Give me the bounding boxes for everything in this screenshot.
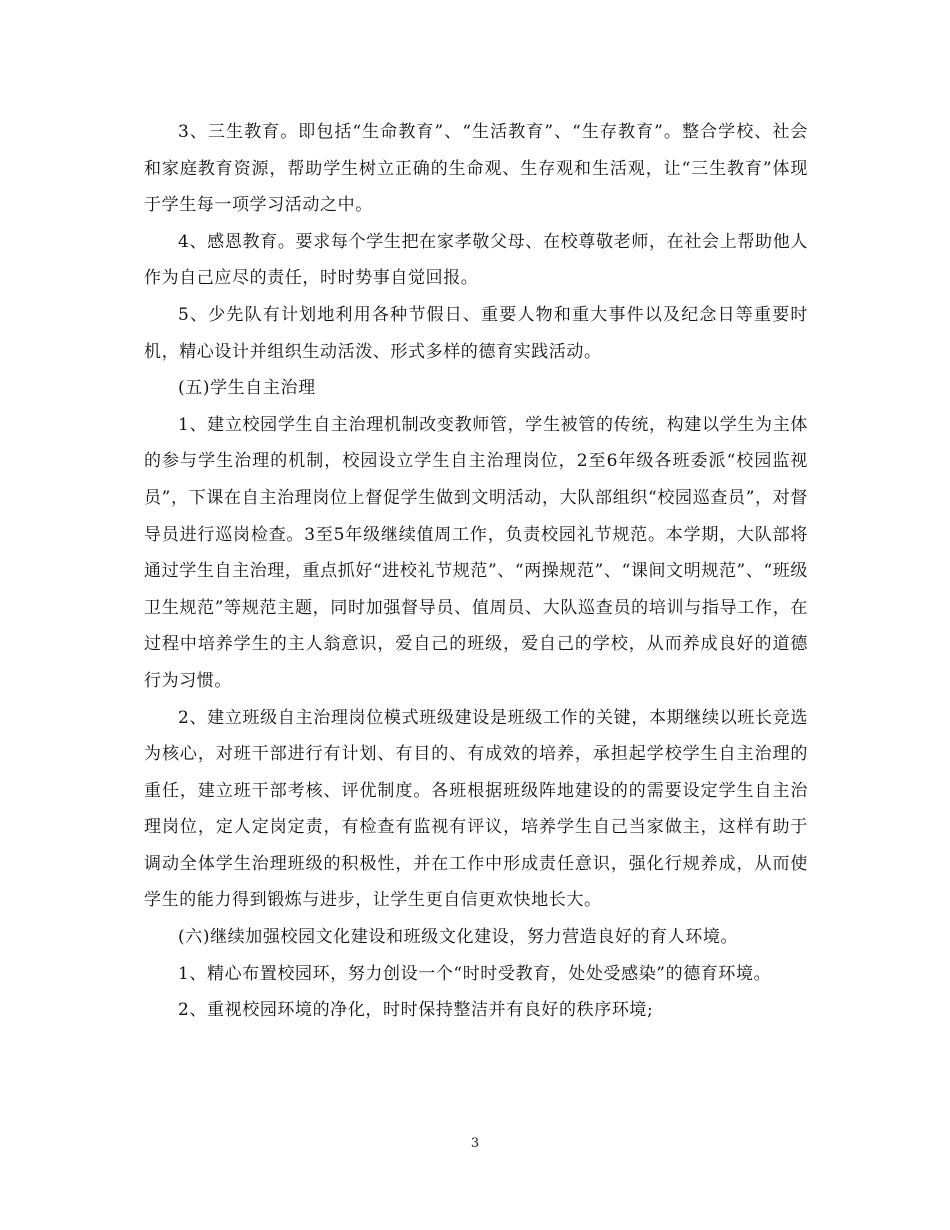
section-heading-student-self-governance: (五)学生自主治理 xyxy=(178,378,316,399)
paragraph-gratitude-education: 4、感恩教育。要求每个学生把在家孝敬父母、在校尊敬老师，在社会上帮助他人作为自己应尽的责任，时时势事自觉回报。 xyxy=(144,231,808,289)
section-heading-campus-culture: (六)继续加强校园文化建设和班级文化建设，努力营造良好的育人环境。 xyxy=(178,927,739,948)
paragraph-campus-self-governance: 1、建立校园学生自主治理机制改变教师管，学生被管的传统，构建以学生为主体的参与学生治理的机制，校园设立学生自主治理岗位，2至6年级各班委派“校园监视员”，下课在自主治理岗位上督促学生做到文明活动，大队部组织“校园巡查员”，对督导员进行巡岗检查。3至5年级继续值周工作，负责校园礼节规范。本学期，大队部将通过学生自主治理，重点抓好“进校礼节规范”、“两操规范”、“课间文明规范”、“班级卫生规范”等规范主题，同时加强督导员、值周员、大队巡查员的培训与指导工作，在过程中培养学生的主人翁意识，爱自己的班级，爱自己的学校，从而养成良好的道德行为习惯。 xyxy=(144,414,808,691)
paragraph-pioneer-activities: 5、少先队有计划地利用各种节假日、重要人物和重大事件以及纪念日等重要时机，精心设计并组织生动活泼、形式多样的德育实践活动。 xyxy=(144,304,808,362)
page-number: 3 xyxy=(470,1136,480,1151)
document-body xyxy=(144,114,808,1029)
paragraph-three-life-education: 3、三生教育。即包括“生命教育”、“生活教育”、“生存教育”。整合学校、社会和家庭教育资源，帮助学生树立正确的生命观、生存观和生活观，让“三生教育”体现于学生每一项学习活动之中。 xyxy=(144,122,808,216)
paragraph-campus-environment: 1、精心布置校园环，努力创设一个“时时受教育，处处受感染”的德育环境。 xyxy=(178,963,772,984)
paragraph-class-self-governance: 2、建立班级自主治理岗位模式班级建设是班级工作的关键，本期继续以班长竞选为核心，对班干部进行有计划、有目的、有成效的培养，承担起学校学生自主治理的重任，建立班干部考核、评优制度。各班根据班级阵地建设的的需要设定学生自主治理岗位，定人定岗定责，有检查有监视有评议，培养学生自己当家做主，这样有助于调动全体学生治理班级的积极性，并在工作中形成责任意识，强化行规养成，从而使学生的能力得到锻炼与进步，让学生更自信更欢快地长大。 xyxy=(144,707,808,911)
paragraph-campus-cleanliness: 2、重视校园环境的净化，时时保持整洁并有良好的秩序环境; xyxy=(178,1000,654,1021)
